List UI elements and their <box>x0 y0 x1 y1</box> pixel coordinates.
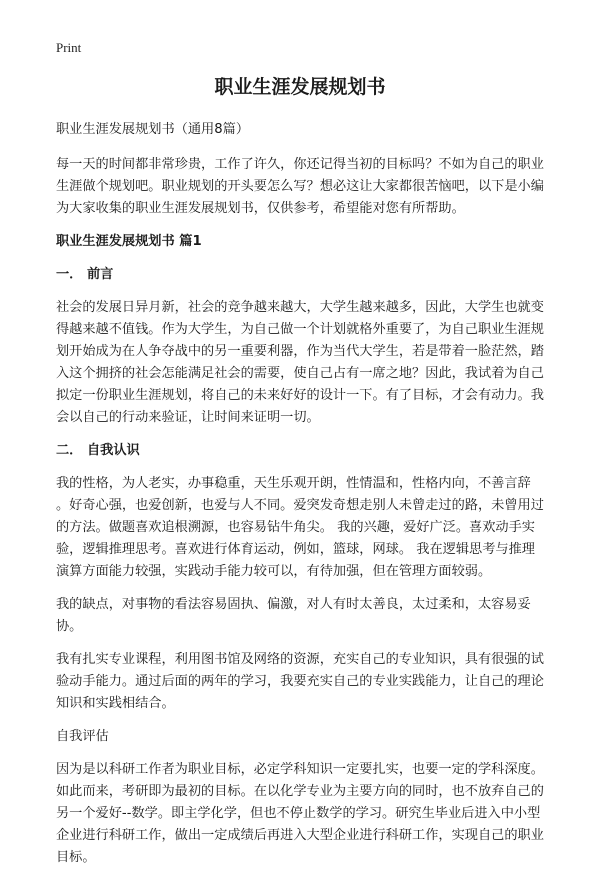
skills-paragraph: 我有扎实专业课程，利用图书馆及网络的资源，充实自己的专业知识，具有很强的试验动手能力。通过后面的两年的学习，我要充实自己的专业实践能力，让自己的理论知识和实践相结合。 <box>56 652 544 711</box>
personality-paragraph: 我的性格，为人老实，办事稳重，天生乐观开朗，性情温和，性格内向，不善言辞 。好奇心强，也爱创新，也爱与人不同。爱突发奇想走别人未曾走过的路，未曾用过的方法。做题喜欢追根溯源，也容易钻牛角尖。 我的兴趣，爱好广泛。喜欢动手实验，逻辑推理思考。喜欢进行体育运动，例如，篮球，网球。 我在逻辑思考与推理演算方面能力较强，实践动手能力较可以，有待加强，但在管理方面较弱。 <box>56 476 544 579</box>
intro-paragraph: 每一天的时间都非常珍贵，工作了许久，你还记得当初的目标吗？不如为自己的职业生涯做个规划吧。职业规划的开头要怎么写？想必这让大家都很苦恼吧，以下是小编为大家收集的职业生涯发展规划书，仅供参考，希望能对您有所帮助。 <box>56 157 544 216</box>
preface-heading: 一． 前言 <box>56 267 114 282</box>
document-subtitle: 职业生涯发展规划书（通用8篇） <box>56 122 250 137</box>
document-title: 职业生涯发展规划书 <box>214 76 386 98</box>
weakness-paragraph: 我的缺点，对事物的看法容易固执、偏激，对人有时太善良，太过柔和，太容易妥协。 <box>56 597 531 634</box>
preface-paragraph: 社会的发展日异月新，社会的竞争越来越大，大学生越来越多，因此，大学生也就变得越来越不值钱。作为大学生，为自己做一个计划就格外重要了，为自己职业生涯规划开始成为在人争夺战中的另一重要利器，作为当代大学生，若是带着一脸茫然，踏入这个拥挤的社会怎能满足社会的需要，使自己占有一席之地？因此，我试着为自己拟定一份职业生涯规划，将自己的未来好好的设计一下。有了目标，才会有动力。我会以自己的行动来验证，让时间来证明一切。 <box>56 300 544 425</box>
section-title: 职业生涯发展规划书 篇1 <box>56 234 202 249</box>
print-link[interactable]: Print <box>56 40 82 55</box>
self-knowledge-heading: 二． 自我认识 <box>56 443 140 458</box>
self-evaluation-paragraph: 因为是以科研工作者为职业目标，必定学科知识一定要扎实，也要一定的学科深度。如此而来，考研即为最初的目标。在以化学专业为主要方向的同时，也不放弃自己的另一个爱好--数学。即主学化学，但也不停止数学的学习。研究生毕业后进入中小型企业进行科研工作，做出一定成绩后再进入大型企业进行科研工作，实现自己的职业目标。 <box>56 762 544 865</box>
self-evaluation-heading: 自我评估 <box>56 729 109 744</box>
